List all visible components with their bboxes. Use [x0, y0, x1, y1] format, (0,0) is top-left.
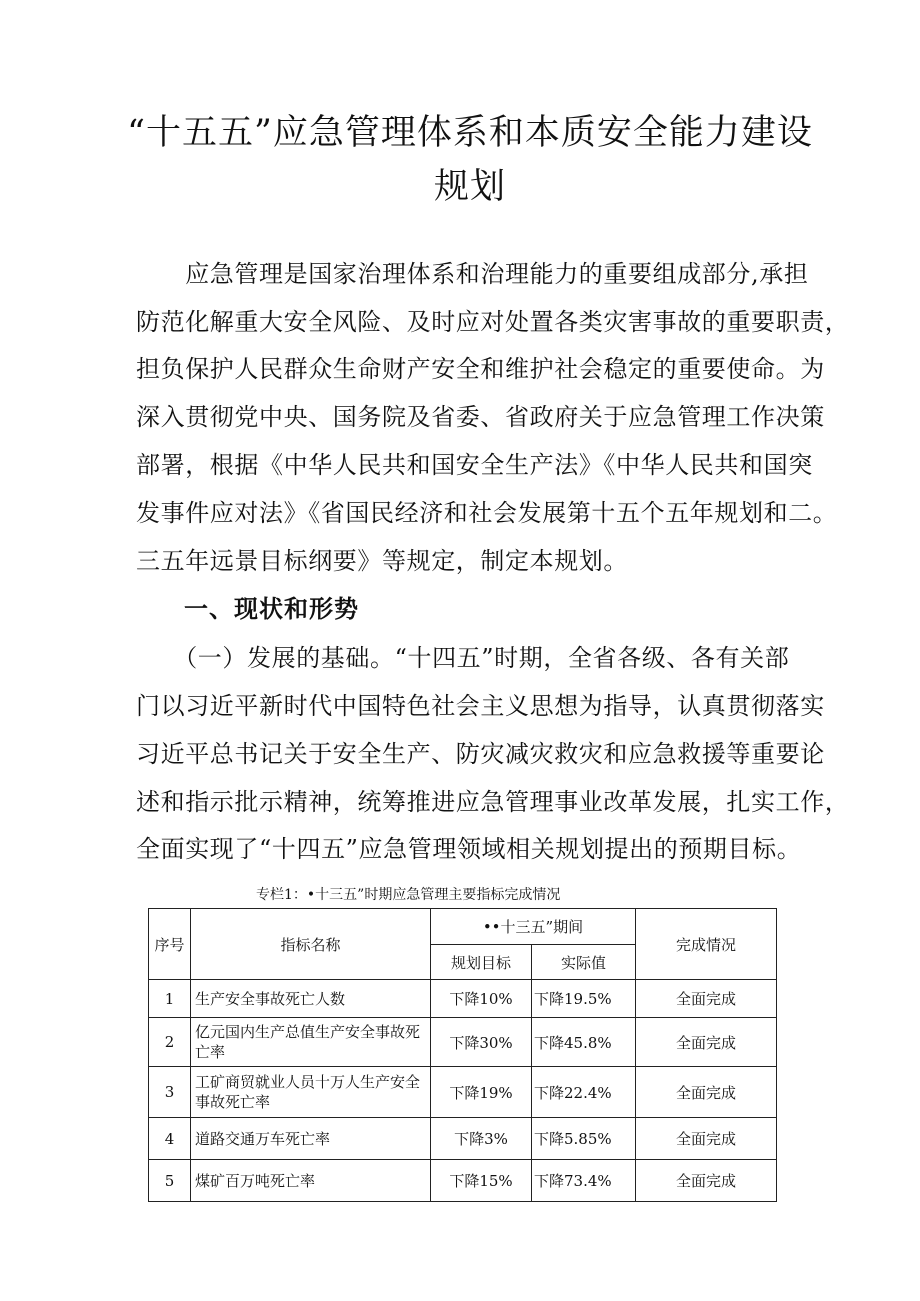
row-actual: 下降73.4% — [532, 1160, 636, 1202]
row-target: 下降3% — [431, 1118, 532, 1160]
table-row — [149, 1018, 777, 1067]
row-no: 4 — [149, 1118, 191, 1160]
table-caption: 专栏1：•十三五”时期应急管理主要指标完成情况 — [256, 887, 561, 903]
row-name: 煤矿百万吨死亡率 — [191, 1160, 431, 1202]
row-status: 全面完成 — [636, 980, 777, 1018]
row-actual: 下降45.8% — [532, 1018, 636, 1067]
header-actual: 实际值 — [532, 945, 636, 980]
row-status: 全面完成 — [636, 1018, 777, 1067]
document-title-line2: 规划 — [433, 167, 506, 207]
row-name: 道路交通万车死亡率 — [191, 1118, 431, 1160]
indicators-table — [148, 908, 777, 1202]
row-status: 全面完成 — [636, 1118, 777, 1160]
row-no: 5 — [149, 1160, 191, 1202]
header-no: 序号 — [149, 909, 191, 980]
intro-line: 应急管理是国家治理体系和治理能力的重要组成部分,承担 — [136, 260, 809, 288]
row-target: 下降30% — [431, 1018, 532, 1067]
row-target: 下降10% — [431, 980, 532, 1018]
row-name: 工矿商贸就业人员十万人生产安全事故死亡率 — [191, 1067, 431, 1118]
row-actual: 下降22.4% — [532, 1067, 636, 1118]
row-name: 亿元国内生产总值生产安全事故死亡率 — [191, 1018, 431, 1067]
section-line: （一）发展的基础。“十四五”时期，全省各级、各有关部 — [136, 644, 790, 672]
row-actual: 下降19.5% — [532, 980, 636, 1018]
intro-line: 部署，根据《中华人民共和国安全生产法》《中华人民共和国突 — [136, 451, 813, 479]
table-header-row — [149, 909, 777, 945]
row-no: 2 — [149, 1018, 191, 1067]
header-target: 规划目标 — [431, 945, 532, 980]
header-period: ••十三五”期间 — [431, 909, 636, 945]
row-status: 全面完成 — [636, 1067, 777, 1118]
header-status: 完成情况 — [636, 909, 777, 980]
section-line: 全面实现了“十四五”应急管理领域相关规划提出的预期目标。 — [136, 835, 802, 863]
table-row — [149, 1118, 777, 1160]
section-line: 门以习近平新时代中国特色社会主义思想为指导，认真贯彻落实 — [136, 692, 825, 720]
intro-line: 深入贯彻党中央、国务院及省委、省政府关于应急管理工作决策 — [136, 403, 825, 431]
row-actual: 下降5.85% — [532, 1118, 636, 1160]
table-row — [149, 980, 777, 1018]
section-line: 述和指示批示精神，统筹推进应急管理事业改革发展，扎实工作， — [136, 788, 850, 816]
intro-line: 担负保护人民群众生命财产安全和维护社会稳定的重要使命。为 — [136, 355, 825, 383]
row-target: 下降19% — [431, 1067, 532, 1118]
row-target: 下降15% — [431, 1160, 532, 1202]
intro-line: 防范化解重大安全风险、及时应对处置各类灾害事故的重要职责， — [136, 308, 850, 336]
table-row — [149, 1160, 777, 1202]
intro-line: 三五年远景目标纲要》等规定，制定本规划。 — [136, 547, 628, 575]
row-no: 1 — [149, 980, 191, 1018]
section-heading: 一、现状和形势 — [184, 594, 359, 623]
intro-line: 发事件应对法》《省国民经济和社会发展第十五个五年规划和二。 — [136, 499, 838, 527]
section-line: 习近平总书记关于安全生产、防灾减灾救灾和应急救援等重要论 — [136, 740, 825, 768]
header-name: 指标名称 — [191, 909, 431, 980]
document-title-line1: “十五五”应急管理体系和本质安全能力建设 — [127, 113, 813, 153]
table-row — [149, 1067, 777, 1118]
row-no: 3 — [149, 1067, 191, 1118]
row-name: 生产安全事故死亡人数 — [191, 980, 431, 1018]
row-status: 全面完成 — [636, 1160, 777, 1202]
